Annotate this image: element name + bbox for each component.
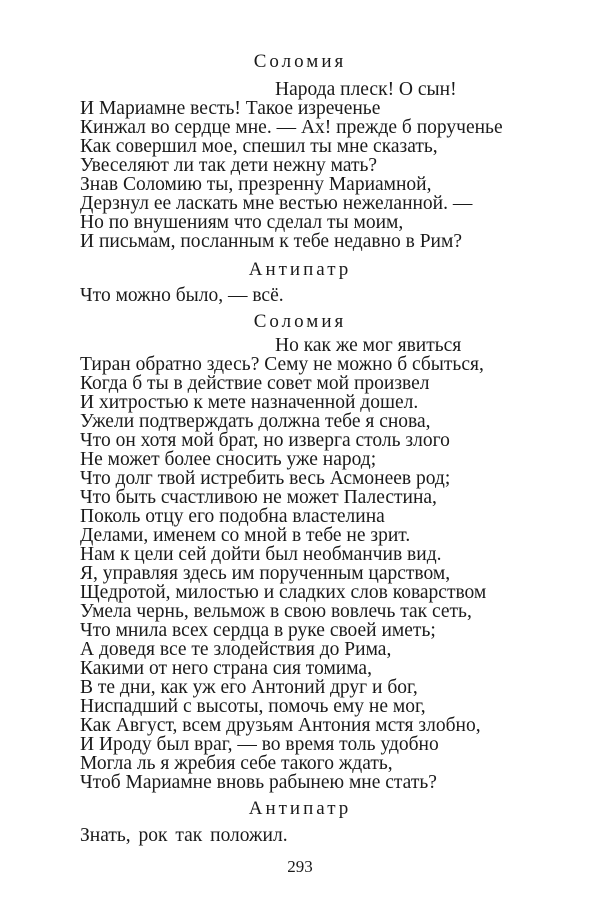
speaker-heading: Антипатр — [248, 259, 352, 280]
verse-line: Что можно было, — всё. — [80, 285, 284, 306]
verse-line: Ниспадший с высоты, помочь ему не мог, — [80, 696, 426, 717]
verse-line: Умела чернь, вельмож в свою вовлечь так сеть, — [80, 601, 472, 622]
verse-line: И Мариамне весть! Такое изреченье — [80, 98, 381, 119]
verse-line: Дерзнул ее ласкать мне вестью нежеланной. — — [80, 193, 473, 214]
verse-line: И хитростью к мете назначенной дошел. — [80, 392, 419, 413]
verse-line: Могла ль я жребия себе такого ждать, — [80, 753, 393, 774]
verse-line: Знать, рок так положил. — [80, 825, 288, 846]
verse-line: Знав Соломию ты, презренну Мариамной, — [80, 174, 432, 195]
verse-line: Что он хотя мой брат, но изверга столь злого — [80, 430, 450, 451]
verse-line: Щедротой, милостью и сладких слов коварством — [80, 582, 487, 603]
speaker-heading: Антипатр — [248, 798, 352, 819]
verse-line: Как совершил мое, спешил ты мне сказать, — [80, 136, 438, 157]
verse-line: Ужели подтверждать должна тебе я снова, — [80, 411, 431, 432]
verse-line: Как Август, всем друзьям Антония мстя злобно, — [80, 715, 481, 736]
verse-line: И письмам, посланным к тебе недавно в Рим? — [80, 231, 462, 252]
verse-line: Но как же мог явиться — [275, 335, 462, 356]
verse-line: Что мнила всех сердца в руке своей иметь; — [80, 620, 436, 641]
verse-line: Народа плеск! О сын! — [275, 79, 457, 100]
verse-line: Но по внушениям что сделал ты моим, — [80, 212, 404, 233]
verse-line: Не может более сносить уже народ; — [80, 449, 377, 470]
verse-line: Тиран обратно здесь? Сему не можно б сбыться, — [80, 354, 484, 375]
verse-line: Делами, именем со мной в тебе не зрит. — [80, 525, 411, 546]
verse-line: Чтоб Мариамне вновь рабынею мне стать? — [80, 772, 437, 793]
page-number: 293 — [287, 857, 313, 876]
verse-line: Какими от него страна сия томима, — [80, 658, 372, 679]
verse-line: Что долг твой истребить весь Асмонеев род; — [80, 468, 451, 489]
verse-line: Когда б ты в действие совет мой произвел — [80, 373, 430, 394]
speaker-heading: Соломия — [253, 51, 347, 72]
verse-line: Поколь отцу его подобна властелина — [80, 506, 385, 527]
verse-line: Увеселяют ли так дети нежну мать? — [80, 155, 378, 176]
speaker-heading: Соломия — [253, 311, 347, 332]
verse-line: Кинжал во сердце мне. — Ах! прежде б порученье — [80, 117, 503, 138]
verse-line: В те дни, как уж его Антоний друг и бог, — [80, 677, 418, 698]
verse-line: Нам к цели сей дойти был необманчив вид. — [80, 544, 442, 565]
verse-line: А доведя все те злодействия до Рима, — [80, 639, 392, 660]
verse-line: Что быть счастливою не может Палестина, — [80, 487, 437, 508]
verse-line: И Ироду был враг, — во время толь удобно — [80, 734, 439, 755]
verse-line: Я, управляя здесь им порученным царством, — [80, 563, 451, 584]
